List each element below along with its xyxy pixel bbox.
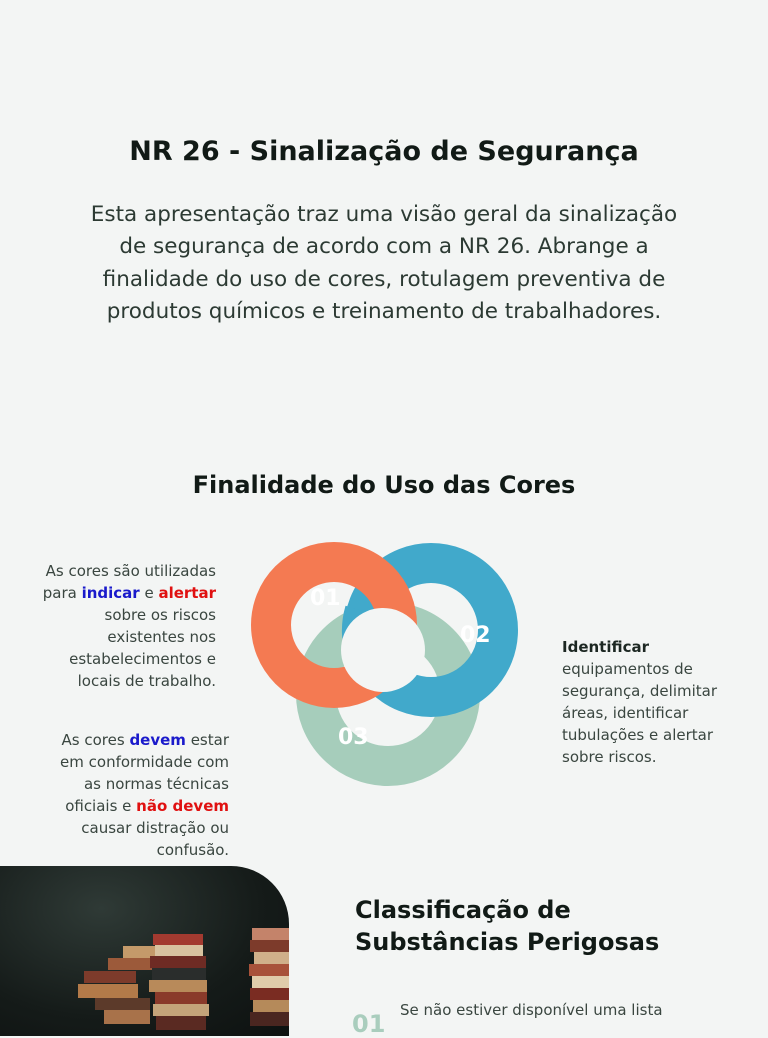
- rings-center: [341, 608, 425, 692]
- section-title-substances: Classificação de Substâncias Perigosas: [355, 896, 660, 956]
- books-stack-illustration: [0, 866, 289, 1036]
- ring-label-03: 03: [338, 725, 369, 750]
- nao-devem-emphasis: não devem: [136, 797, 229, 815]
- devem-emphasis: devem: [129, 731, 186, 749]
- identify-note: Identificar equipamentos de segurança, delimitar áreas, identificar tubulações e alertar sobre riscos.: [562, 638, 718, 766]
- colors-purpose-note: As cores são utilizadas para indicar e alertar sobre os riscos existentes nos estabelecimentos e locais de trabalho.: [42, 562, 216, 690]
- indicar-emphasis: indicar: [81, 584, 140, 602]
- ring-label-02: 02: [460, 623, 491, 648]
- colors-compliance-note: As cores devem estar em conformidade com as normas técnicas oficiais e não devem causar distração ou confusão.: [60, 731, 229, 859]
- list-item-text: Se não estiver disponível uma lista: [400, 1001, 663, 1019]
- page-title: NR 26 - Sinalização de Segurança: [129, 136, 639, 167]
- section-title-colors: Finalidade do Uso das Cores: [192, 471, 576, 499]
- alertar-emphasis: alertar: [158, 584, 216, 602]
- rings-diagram: [240, 535, 530, 795]
- list-item-number: 01: [352, 1010, 386, 1038]
- ring-label-01: 01: [310, 586, 341, 611]
- intro-paragraph: Esta apresentação traz uma visão geral da sinalização de segurança de acordo com a NR 26. Abrange a finalidade do uso de cores, rotulagem preventiva de produtos químicos e treinamento de trabalhadores.: [90, 202, 678, 325]
- books-photo: [0, 866, 289, 1036]
